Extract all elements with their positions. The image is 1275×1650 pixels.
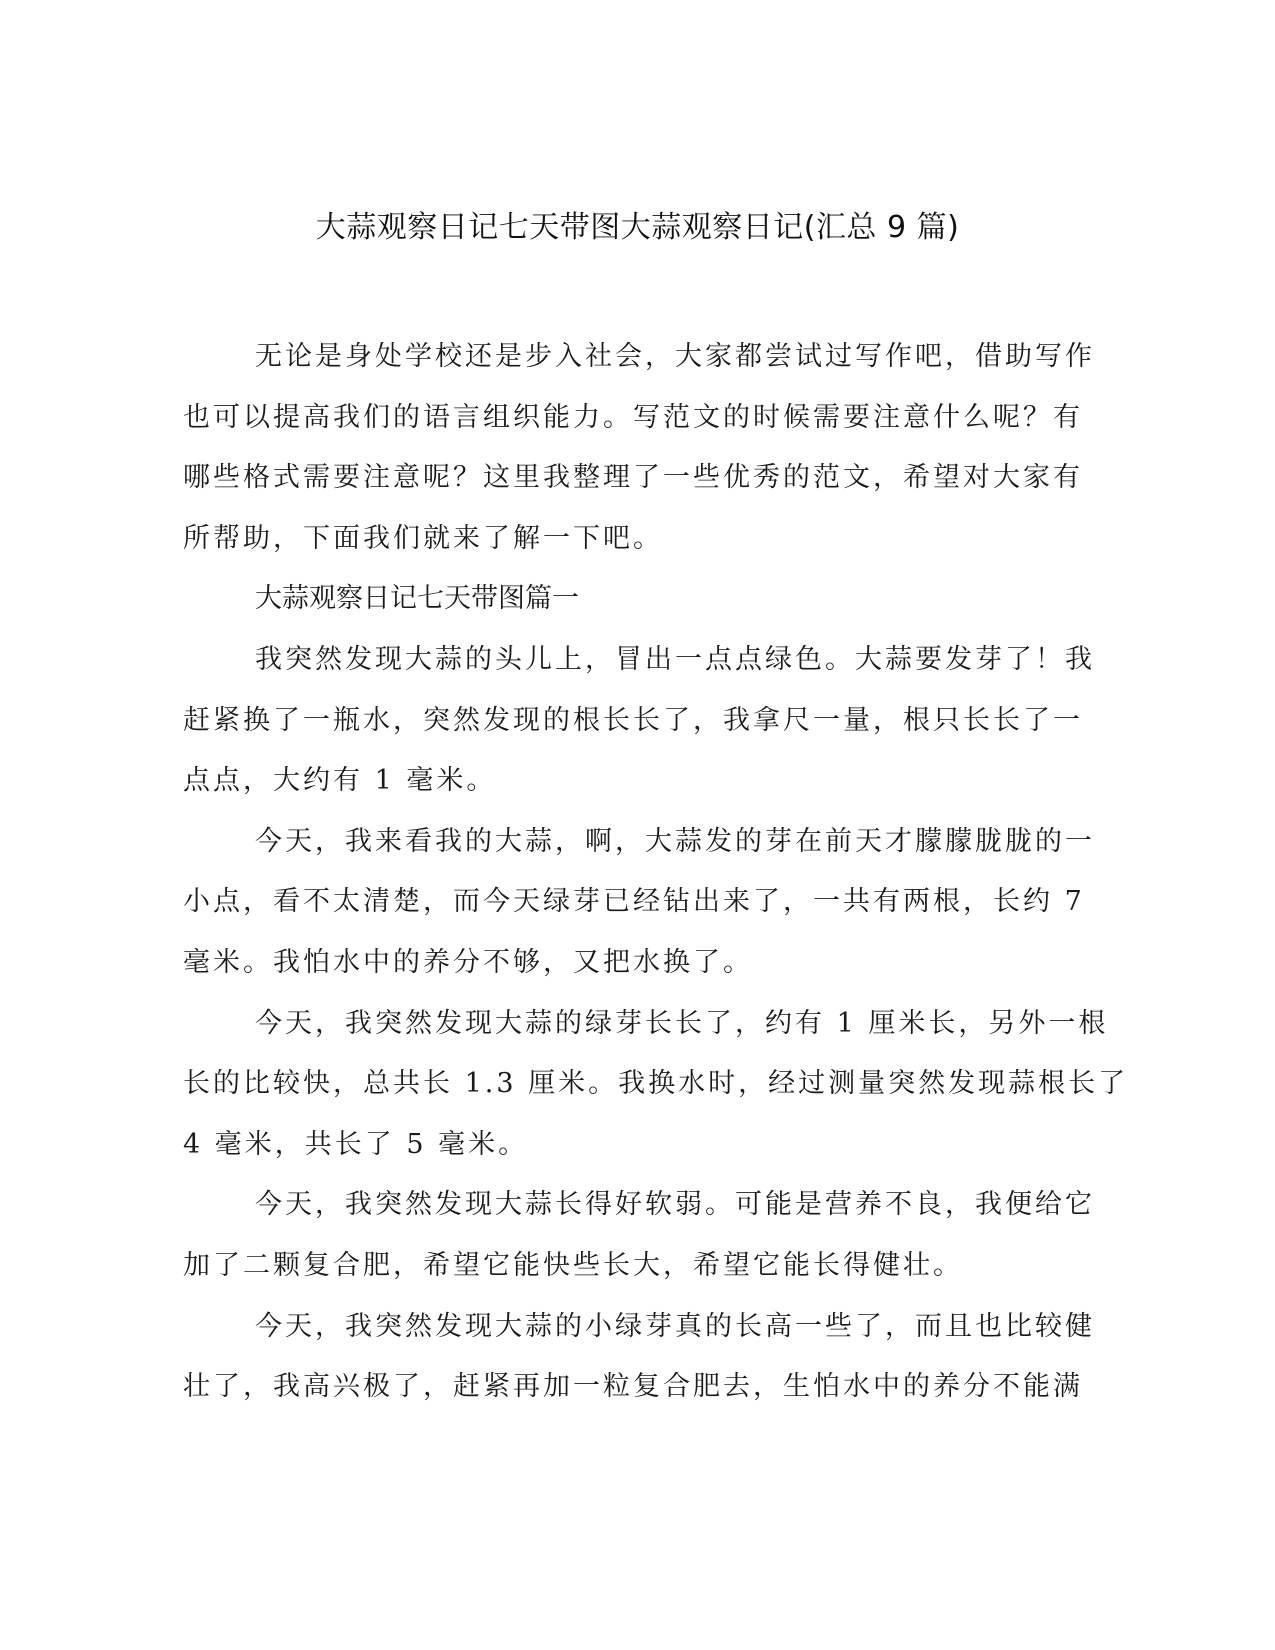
- section-heading: 大蒜观察日记七天带图篇一: [255, 583, 579, 615]
- paragraph-line: 也可以提高我们的语言组织能力。写范文的时候需要注意什么呢？有: [183, 401, 1083, 433]
- paragraph-line: 无论是身处学校还是步入社会，大家都尝试过写作吧，借助写作: [255, 341, 1095, 372]
- paragraph-line: 点点，大约有 1 毫米。: [183, 765, 497, 797]
- document-body: [183, 327, 1129, 1418]
- paragraph-line: 所帮助，下面我们就来了解一下吧。: [183, 522, 663, 554]
- paragraph-line: 今天，我突然发现大蒜的小绿芽真的长高一些了，而且也比较健: [255, 1310, 1095, 1342]
- paragraph-line: 加了二颗复合肥，希望它能快些长大，希望它能长得健壮。: [183, 1249, 963, 1281]
- paragraph-line: 小点，看不太清楚，而今天绿芽已经钻出来了，一共有两根，长约 7: [183, 886, 1085, 918]
- paragraph-line: 长的比较快，总共长 1.3 厘米。我换水时，经过测量突然发现蒜根长了: [183, 1068, 1129, 1100]
- paragraph-line: 今天，我突然发现大蒜的绿芽长长了，约有 1 厘米长，另外一根: [255, 1007, 1109, 1039]
- paragraph-line: 赶紧换了一瓶水，突然发现的根长长了，我拿尺一量，根只长长了一: [183, 704, 1083, 736]
- paragraph-line: 今天，我来看我的大蒜，啊，大蒜发的芽在前天才朦朦胧胧的一: [255, 825, 1095, 857]
- document-title: 大蒜观察日记七天带图大蒜观察日记(汇总 9 篇): [315, 210, 960, 245]
- paragraph-line: 哪些格式需要注意呢？这里我整理了一些优秀的范文，希望对大家有: [183, 462, 1083, 494]
- paragraph-line: 我突然发现大蒜的头儿上，冒出一点点绿色。大蒜要发芽了！我: [255, 643, 1095, 675]
- paragraph-line: 4 毫米，共长了 5 毫米。: [183, 1128, 529, 1160]
- paragraph-line: 壮了，我高兴极了，赶紧再加一粒复合肥去，生怕水中的养分不能满: [183, 1371, 1083, 1403]
- paragraph-line: 毫米。我怕水中的养分不够，又把水换了。: [183, 946, 753, 978]
- paragraph-line: 今天，我突然发现大蒜长得好软弱。可能是营养不良，我便给它: [255, 1189, 1095, 1221]
